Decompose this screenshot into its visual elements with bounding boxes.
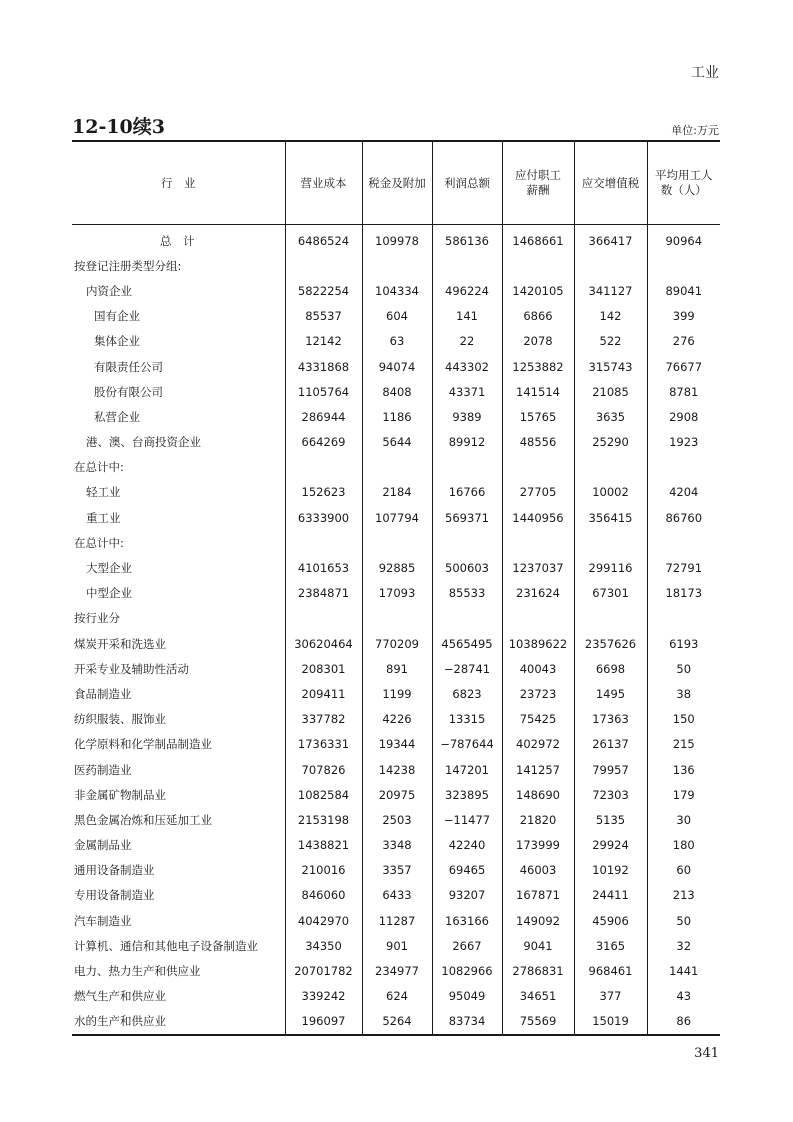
table-cell: 42240 bbox=[432, 833, 502, 858]
row-label: 重工业 bbox=[86, 510, 121, 525]
table-cell: 92885 bbox=[362, 555, 432, 580]
table-cell: 30 bbox=[647, 807, 720, 832]
table-row bbox=[72, 404, 720, 429]
table-cell: 179 bbox=[647, 782, 720, 807]
table-cell: 32 bbox=[647, 933, 720, 958]
table-row bbox=[72, 656, 720, 681]
table-cell bbox=[647, 455, 720, 480]
header-row bbox=[72, 141, 720, 225]
table-row bbox=[72, 253, 720, 278]
table-cell: 19344 bbox=[362, 732, 432, 757]
table-cell: 72303 bbox=[574, 782, 647, 807]
table-cell: 22 bbox=[432, 329, 502, 354]
table-cell: 5264 bbox=[362, 1009, 432, 1035]
row-label: 大型企业 bbox=[86, 561, 132, 576]
table-cell: 147201 bbox=[432, 757, 502, 782]
row-label: 集体企业 bbox=[94, 334, 140, 349]
table-cell: 67301 bbox=[574, 581, 647, 606]
table-cell bbox=[574, 606, 647, 631]
row-label: 按行业分 bbox=[74, 611, 120, 626]
table-cell: 26137 bbox=[574, 732, 647, 757]
column-header-operating-cost: 营业成本 bbox=[285, 141, 362, 225]
table-cell: 5822254 bbox=[285, 278, 362, 303]
table-cell: 72791 bbox=[647, 555, 720, 580]
table-cell: 13315 bbox=[432, 707, 502, 732]
table-cell: 46003 bbox=[502, 858, 574, 883]
table-cell: 4042970 bbox=[285, 908, 362, 933]
table-cell: 891 bbox=[362, 656, 432, 681]
table-cell: 10389622 bbox=[502, 631, 574, 656]
table-cell bbox=[285, 530, 362, 555]
table-row bbox=[72, 757, 720, 782]
table-row bbox=[72, 354, 720, 379]
table-cell: 286944 bbox=[285, 404, 362, 429]
table-cell: 707826 bbox=[285, 757, 362, 782]
row-label: 专用设备制造业 bbox=[74, 888, 155, 903]
table-cell: 6866 bbox=[502, 304, 574, 329]
row-label: 按登记注册类型分组: bbox=[74, 258, 182, 273]
table-cell: 21085 bbox=[574, 379, 647, 404]
table-cell: 399 bbox=[647, 304, 720, 329]
table-cell: 356415 bbox=[574, 505, 647, 530]
table-cell: 43371 bbox=[432, 379, 502, 404]
row-label: 煤炭开采和洗选业 bbox=[74, 636, 166, 651]
table-cell: 366417 bbox=[574, 225, 647, 254]
table-row bbox=[72, 858, 720, 883]
table-cell: 2384871 bbox=[285, 581, 362, 606]
table-cell: 234977 bbox=[362, 958, 432, 983]
table-cell: 75425 bbox=[502, 707, 574, 732]
table-cell bbox=[285, 606, 362, 631]
table-cell: 4565495 bbox=[432, 631, 502, 656]
table-body bbox=[72, 225, 720, 1036]
table-row bbox=[72, 782, 720, 807]
table-cell: 17363 bbox=[574, 707, 647, 732]
table-row bbox=[72, 304, 720, 329]
row-label: 港、澳、台商投资企业 bbox=[86, 435, 201, 450]
table-cell: 109978 bbox=[362, 225, 432, 254]
table-cell: 10002 bbox=[574, 480, 647, 505]
row-label: 私营企业 bbox=[94, 409, 140, 424]
table-cell: 1105764 bbox=[285, 379, 362, 404]
table-row bbox=[72, 225, 720, 254]
table-cell: 38 bbox=[647, 681, 720, 706]
table-cell: 17093 bbox=[362, 581, 432, 606]
table-cell: 1736331 bbox=[285, 732, 362, 757]
table-cell bbox=[362, 530, 432, 555]
table-cell: 11287 bbox=[362, 908, 432, 933]
table-cell: 377 bbox=[574, 984, 647, 1009]
table-cell: 2357626 bbox=[574, 631, 647, 656]
table-cell: 901 bbox=[362, 933, 432, 958]
column-header-total-profit: 利润总额 bbox=[432, 141, 502, 225]
table-cell: 30620464 bbox=[285, 631, 362, 656]
table-cell: 5135 bbox=[574, 807, 647, 832]
page-number: 341 bbox=[694, 1046, 719, 1061]
table-cell bbox=[574, 455, 647, 480]
table-cell: 1468661 bbox=[502, 225, 574, 254]
table-cell: 167871 bbox=[502, 883, 574, 908]
table-cell bbox=[432, 253, 502, 278]
table-row bbox=[72, 958, 720, 983]
table-cell: 141257 bbox=[502, 757, 574, 782]
table-cell: 34350 bbox=[285, 933, 362, 958]
table-row bbox=[72, 430, 720, 455]
table-row bbox=[72, 707, 720, 732]
table-cell: 20975 bbox=[362, 782, 432, 807]
table-cell: 210016 bbox=[285, 858, 362, 883]
column-header-payroll-payable: 应付职工 薪酬 bbox=[502, 141, 574, 225]
table-title: 12-10续3 bbox=[72, 116, 165, 138]
table-cell bbox=[285, 253, 362, 278]
row-label: 食品制造业 bbox=[74, 686, 132, 701]
table-cell: 299116 bbox=[574, 555, 647, 580]
row-label: 黑色金属冶炼和压延加工业 bbox=[74, 812, 212, 827]
table-cell: 29924 bbox=[574, 833, 647, 858]
table-cell: 15019 bbox=[574, 1009, 647, 1035]
table-cell: 496224 bbox=[432, 278, 502, 303]
table-cell: 6333900 bbox=[285, 505, 362, 530]
table-cell: 95049 bbox=[432, 984, 502, 1009]
row-label: 有限责任公司 bbox=[94, 359, 163, 374]
table-cell: 1923 bbox=[647, 430, 720, 455]
table-cell bbox=[502, 530, 574, 555]
table-cell: 8408 bbox=[362, 379, 432, 404]
row-label: 电力、热力生产和供应业 bbox=[74, 964, 201, 979]
table-cell: 6823 bbox=[432, 681, 502, 706]
table-cell: 45906 bbox=[574, 908, 647, 933]
table-cell: 12142 bbox=[285, 329, 362, 354]
table-cell bbox=[432, 606, 502, 631]
table-cell: 624 bbox=[362, 984, 432, 1009]
table-cell: 1082584 bbox=[285, 782, 362, 807]
table-cell: 4226 bbox=[362, 707, 432, 732]
table-cell: 85537 bbox=[285, 304, 362, 329]
table-cell: 3348 bbox=[362, 833, 432, 858]
table-cell: 79957 bbox=[574, 757, 647, 782]
table-cell: 5644 bbox=[362, 430, 432, 455]
row-label: 开采专业及辅助性活动 bbox=[74, 661, 189, 676]
row-label: 纺织服装、服饰业 bbox=[74, 712, 166, 727]
table-cell: 3357 bbox=[362, 858, 432, 883]
table-cell: 6486524 bbox=[285, 225, 362, 254]
table-cell: 2667 bbox=[432, 933, 502, 958]
row-label: 总 计 bbox=[160, 233, 195, 248]
table-cell: 180 bbox=[647, 833, 720, 858]
table-cell: 6698 bbox=[574, 656, 647, 681]
table-cell: 2786831 bbox=[502, 958, 574, 983]
table-cell: 315743 bbox=[574, 354, 647, 379]
table-cell: 2184 bbox=[362, 480, 432, 505]
table-cell: 75569 bbox=[502, 1009, 574, 1035]
table-cell: 276 bbox=[647, 329, 720, 354]
table-cell: 339242 bbox=[285, 984, 362, 1009]
table-header bbox=[72, 141, 720, 225]
table-cell: 86 bbox=[647, 1009, 720, 1035]
row-label: 医药制造业 bbox=[74, 762, 132, 777]
table-row bbox=[72, 379, 720, 404]
table-cell: 34651 bbox=[502, 984, 574, 1009]
table-cell: 341127 bbox=[574, 278, 647, 303]
table-cell: 63 bbox=[362, 329, 432, 354]
table-row bbox=[72, 278, 720, 303]
table-cell: 94074 bbox=[362, 354, 432, 379]
table-cell: 15765 bbox=[502, 404, 574, 429]
table-row bbox=[72, 681, 720, 706]
table-cell: 770209 bbox=[362, 631, 432, 656]
table-cell: 148690 bbox=[502, 782, 574, 807]
table-cell bbox=[502, 455, 574, 480]
table-row bbox=[72, 833, 720, 858]
table-cell: 337782 bbox=[285, 707, 362, 732]
column-header-taxes-surcharges: 税金及附加 bbox=[362, 141, 432, 225]
row-label: 汽车制造业 bbox=[74, 913, 132, 928]
table-row bbox=[72, 555, 720, 580]
table-cell: 104334 bbox=[362, 278, 432, 303]
table-cell: 43 bbox=[647, 984, 720, 1009]
table-cell: 231624 bbox=[502, 581, 574, 606]
table-cell: 14238 bbox=[362, 757, 432, 782]
table-cell: 1438821 bbox=[285, 833, 362, 858]
table-cell: 500603 bbox=[432, 555, 502, 580]
table-cell: 163166 bbox=[432, 908, 502, 933]
table-cell bbox=[432, 530, 502, 555]
table-cell: 1199 bbox=[362, 681, 432, 706]
table-cell: 69465 bbox=[432, 858, 502, 883]
table-row bbox=[72, 631, 720, 656]
table-cell: 93207 bbox=[432, 883, 502, 908]
table-cell: 664269 bbox=[285, 430, 362, 455]
row-label: 中型企业 bbox=[86, 586, 132, 601]
table-cell: −787644 bbox=[432, 732, 502, 757]
table-cell: 76677 bbox=[647, 354, 720, 379]
column-header-avg-employees: 平均用工人 数（人） bbox=[647, 141, 720, 225]
table-cell: 27705 bbox=[502, 480, 574, 505]
table-row bbox=[72, 606, 720, 631]
table-cell: 846060 bbox=[285, 883, 362, 908]
row-label: 计算机、通信和其他电子设备制造业 bbox=[74, 938, 258, 953]
table-row bbox=[72, 455, 720, 480]
row-label: 水的生产和供应业 bbox=[74, 1014, 166, 1029]
table-cell: 586136 bbox=[432, 225, 502, 254]
table-cell: 208301 bbox=[285, 656, 362, 681]
table-cell: 21820 bbox=[502, 807, 574, 832]
statistics-table bbox=[72, 140, 720, 1036]
table-cell: 1186 bbox=[362, 404, 432, 429]
row-label: 通用设备制造业 bbox=[74, 863, 155, 878]
table-cell: 4101653 bbox=[285, 555, 362, 580]
table-cell: 86760 bbox=[647, 505, 720, 530]
table-cell: 2503 bbox=[362, 807, 432, 832]
table-cell: 48556 bbox=[502, 430, 574, 455]
table-cell: 9041 bbox=[502, 933, 574, 958]
table-cell bbox=[574, 530, 647, 555]
table-cell: 149092 bbox=[502, 908, 574, 933]
table-cell: 2078 bbox=[502, 329, 574, 354]
table-cell: 1440956 bbox=[502, 505, 574, 530]
table-cell: 215 bbox=[647, 732, 720, 757]
table-cell: 604 bbox=[362, 304, 432, 329]
table-cell bbox=[432, 455, 502, 480]
table-cell: 3165 bbox=[574, 933, 647, 958]
row-label: 化学原料和化学制品制造业 bbox=[74, 737, 212, 752]
row-label: 国有企业 bbox=[94, 309, 140, 324]
table-cell: −28741 bbox=[432, 656, 502, 681]
table-cell bbox=[647, 530, 720, 555]
table-row bbox=[72, 581, 720, 606]
table-cell: 24411 bbox=[574, 883, 647, 908]
table-cell: 569371 bbox=[432, 505, 502, 530]
table-cell: 1420105 bbox=[502, 278, 574, 303]
table-row bbox=[72, 883, 720, 908]
table-cell: 141 bbox=[432, 304, 502, 329]
table-cell: 152623 bbox=[285, 480, 362, 505]
table-cell: 1253882 bbox=[502, 354, 574, 379]
table-cell: 8781 bbox=[647, 379, 720, 404]
table-cell: 89041 bbox=[647, 278, 720, 303]
table-cell: 16766 bbox=[432, 480, 502, 505]
table-row bbox=[72, 807, 720, 832]
table-cell: 2153198 bbox=[285, 807, 362, 832]
table-cell bbox=[502, 253, 574, 278]
table-cell: 40043 bbox=[502, 656, 574, 681]
table-row bbox=[72, 908, 720, 933]
table-cell: 23723 bbox=[502, 681, 574, 706]
table-cell bbox=[362, 253, 432, 278]
table-cell: 150 bbox=[647, 707, 720, 732]
table-cell: 50 bbox=[647, 656, 720, 681]
row-label: 非金属矿物制品业 bbox=[74, 787, 166, 802]
table-cell: 1082966 bbox=[432, 958, 502, 983]
table-cell: 1237037 bbox=[502, 555, 574, 580]
table-row bbox=[72, 480, 720, 505]
table-cell: 173999 bbox=[502, 833, 574, 858]
table-row bbox=[72, 329, 720, 354]
table-cell bbox=[362, 455, 432, 480]
table-row bbox=[72, 984, 720, 1009]
section-label: 工业 bbox=[691, 65, 719, 81]
table-cell: 18173 bbox=[647, 581, 720, 606]
table-row bbox=[72, 1009, 720, 1035]
table-cell: 209411 bbox=[285, 681, 362, 706]
row-label: 金属制品业 bbox=[74, 838, 132, 853]
table-cell: 25290 bbox=[574, 430, 647, 455]
table-cell: 968461 bbox=[574, 958, 647, 983]
table-cell: 60 bbox=[647, 858, 720, 883]
table-cell bbox=[285, 455, 362, 480]
row-label: 在总计中: bbox=[74, 460, 124, 475]
row-label: 内资企业 bbox=[86, 283, 132, 298]
table-cell: 1495 bbox=[574, 681, 647, 706]
row-label: 轻工业 bbox=[86, 485, 121, 500]
table-cell: 141514 bbox=[502, 379, 574, 404]
row-label: 在总计中: bbox=[74, 535, 124, 550]
table-cell: 50 bbox=[647, 908, 720, 933]
table-row bbox=[72, 732, 720, 757]
table-cell: 20701782 bbox=[285, 958, 362, 983]
table-cell: 136 bbox=[647, 757, 720, 782]
column-header-vat-payable: 应交增值税 bbox=[574, 141, 647, 225]
table-cell: 443302 bbox=[432, 354, 502, 379]
table-cell: 3635 bbox=[574, 404, 647, 429]
table-row bbox=[72, 505, 720, 530]
table-row bbox=[72, 933, 720, 958]
table-cell: 2908 bbox=[647, 404, 720, 429]
column-header-industry: 行 业 bbox=[72, 141, 285, 225]
table-cell: 142 bbox=[574, 304, 647, 329]
table-cell: 323895 bbox=[432, 782, 502, 807]
row-label: 燃气生产和供应业 bbox=[74, 989, 166, 1004]
table-cell: 10192 bbox=[574, 858, 647, 883]
row-label: 股份有限公司 bbox=[94, 384, 163, 399]
table-cell: 107794 bbox=[362, 505, 432, 530]
table-cell: 83734 bbox=[432, 1009, 502, 1035]
unit-label: 单位:万元 bbox=[671, 124, 719, 137]
table-cell bbox=[502, 606, 574, 631]
table-cell: 522 bbox=[574, 329, 647, 354]
table-cell: −11477 bbox=[432, 807, 502, 832]
table-cell: 6433 bbox=[362, 883, 432, 908]
table-cell bbox=[574, 253, 647, 278]
table-cell: 4331868 bbox=[285, 354, 362, 379]
table-cell: 9389 bbox=[432, 404, 502, 429]
table-row bbox=[72, 530, 720, 555]
table-cell: 89912 bbox=[432, 430, 502, 455]
table-cell: 1441 bbox=[647, 958, 720, 983]
table-cell: 90964 bbox=[647, 225, 720, 254]
table-cell: 85533 bbox=[432, 581, 502, 606]
table-cell: 196097 bbox=[285, 1009, 362, 1035]
table-cell: 213 bbox=[647, 883, 720, 908]
table-cell: 4204 bbox=[647, 480, 720, 505]
table-cell: 402972 bbox=[502, 732, 574, 757]
table-cell bbox=[647, 253, 720, 278]
table-cell: 6193 bbox=[647, 631, 720, 656]
table-cell bbox=[362, 606, 432, 631]
table-cell bbox=[647, 606, 720, 631]
